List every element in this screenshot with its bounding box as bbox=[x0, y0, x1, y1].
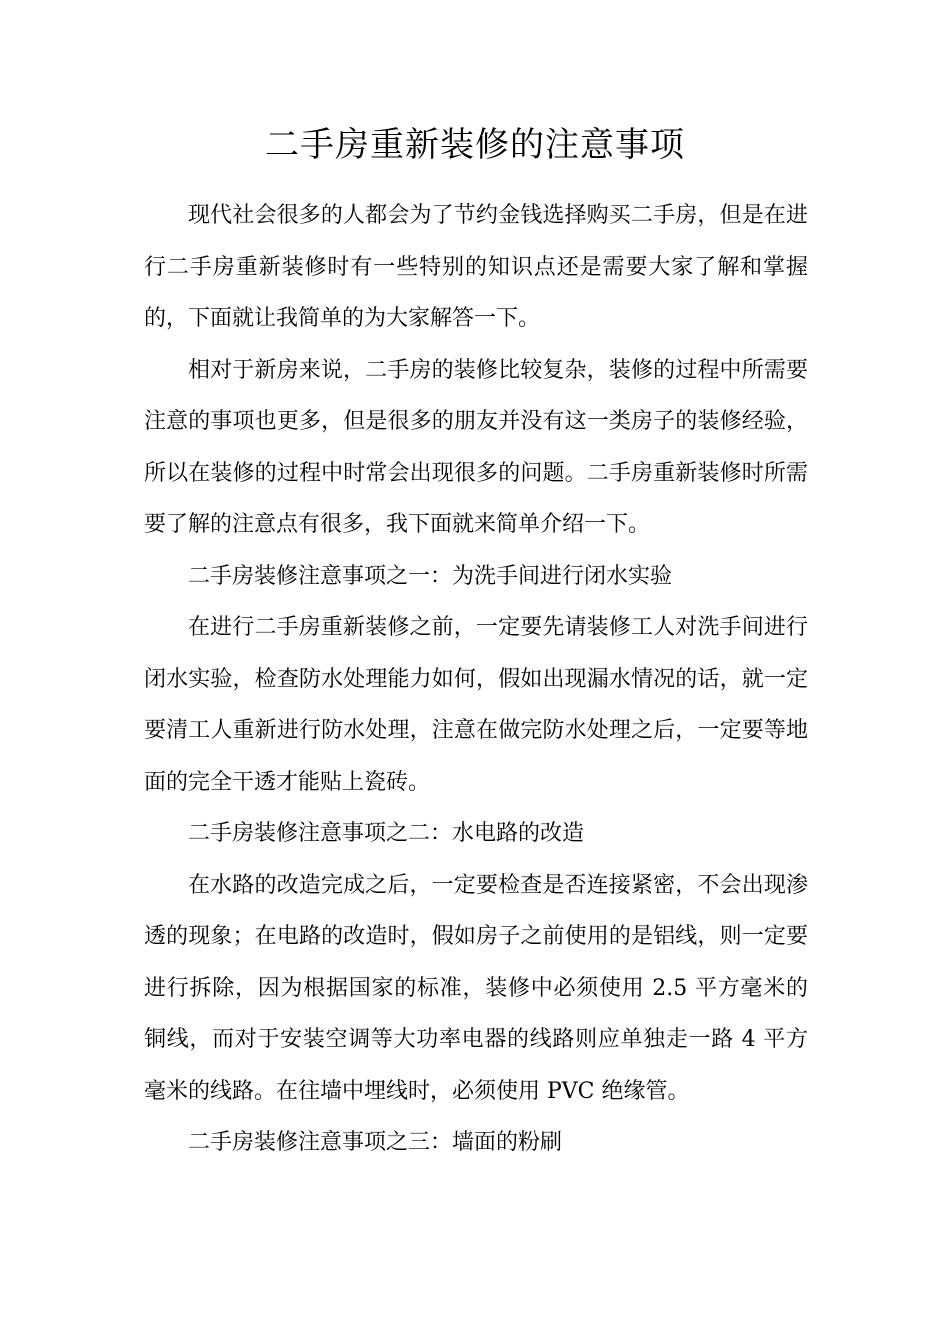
document-body bbox=[144, 190, 808, 1169]
paragraph-intro: 现代社会很多的人都会为了节约金钱选择购买二手房，但是在进行二手房重新装修时有一些特别的知识点还是需要大家了解和掌握的，下面就让我简单的为大家解答一下。 bbox=[144, 203, 808, 331]
section-heading-3: 二手房装修注意事项之三：墙面的粉刷 bbox=[188, 1130, 563, 1155]
paragraph-section-2: 在水路的改造完成之后，一定要检查是否连接紧密，不会出现渗透的现象；在电路的改造时，假如房子之前使用的是铝线，则一定要进行拆除，因为根据国家的标准，装修中必须使用 2.5 平方毫米的铜线，而对于安装空调等大功率电器的线路则应单独走一路 4 平方毫米的线路。在往墙中埋线时，必须使用 PVC 绝缘管。 bbox=[144, 872, 808, 1104]
section-heading-1: 二手房装修注意事项之一：为洗手间进行闭水实验 bbox=[188, 563, 673, 589]
paragraph-overview: 相对于新房来说，二手房的装修比较复杂，装修的过程中所需要注意的事项也更多，但是很多的朋友并没有这一类房子的装修经验，所以在装修的过程中时常会出现很多的问题。二手房重新装修时所需要了解的注意点有很多，我下面就来简单介绍一下。 bbox=[144, 357, 808, 537]
paragraph-section-1: 在进行二手房重新装修之前，一定要先请装修工人对洗手间进行闭水实验，检查防水处理能力如何，假如出现漏水情况的话，就一定要清工人重新进行防水处理，注意在做完防水处理之后，一定要等地面的完全干透才能贴上瓷砖。 bbox=[144, 615, 808, 795]
section-heading-2: 二手房装修注意事项之二：水电路的改造 bbox=[188, 821, 585, 846]
document-title: 二手房重新装修的注意事项 bbox=[265, 125, 685, 165]
